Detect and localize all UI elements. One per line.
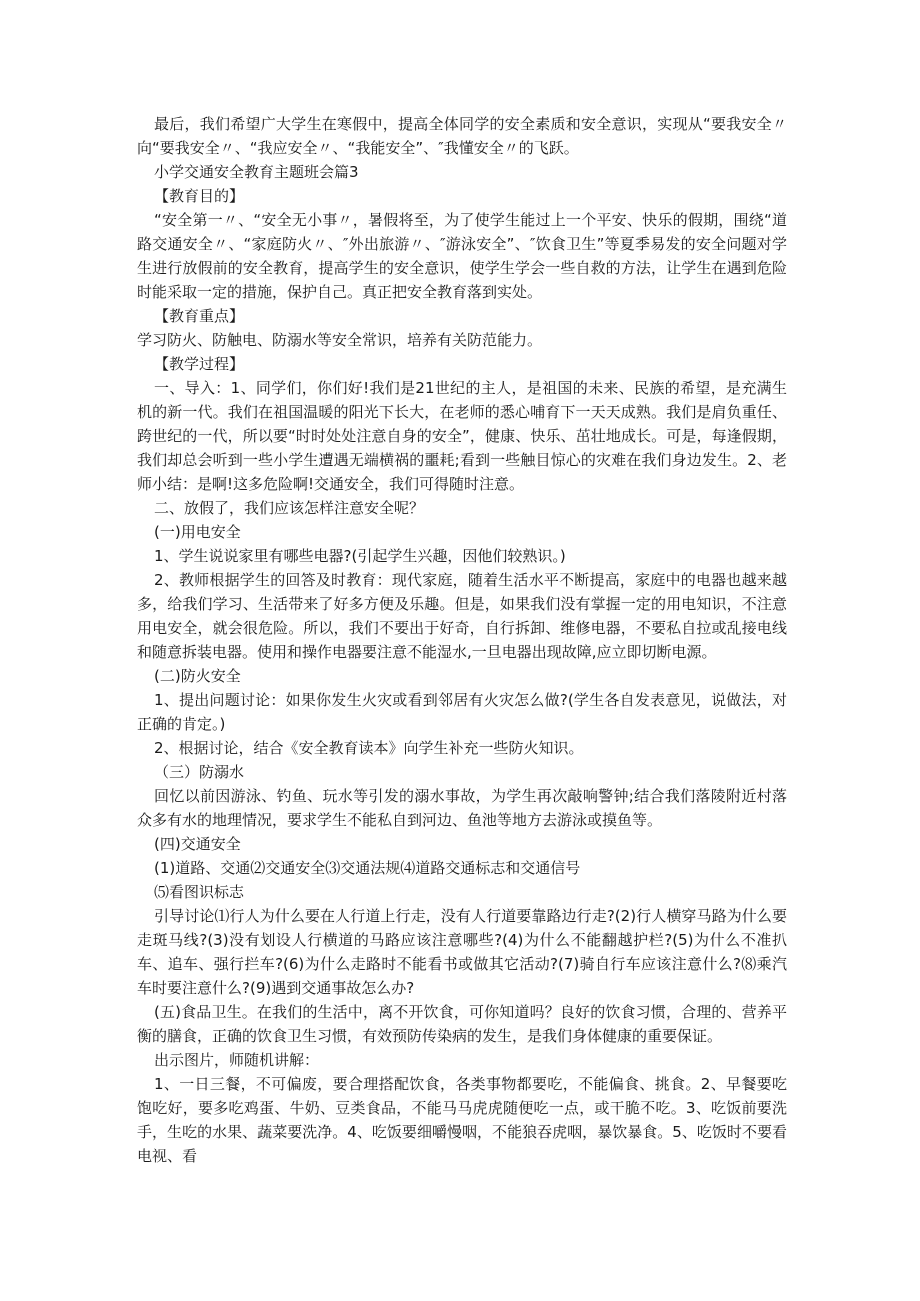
paragraph-fire-1: 1、提出问题讨论：如果你发生火灾或看到邻居有火灾怎么做?(学生各自发表意见，说做法，对正确的肯定。) bbox=[137, 691, 787, 733]
subheading-drowning-prevention: （三）防溺水 bbox=[154, 763, 245, 781]
paragraph-meal-guidelines: 1、一日三餐，不可偏废，要合理搭配饮食，各类事物都要吃，不能偏食、挑食。2、早餐要吃饱吃好，要多吃鸡蛋、牛奶、豆类食品，不能马马虎虎随便吃一点，或干脆不吃。3、吃饭前要洗手，生吃的水果、蔬菜要洗净。4、吃饭要细嚼慢咽，不能狼吞虎咽，暴饮暴食。5、吃饭时不要看电视、看 bbox=[137, 1075, 787, 1165]
subheading-electric-safety: (一)用电安全 bbox=[154, 523, 241, 541]
paragraph-electric-2: 2、教师根据学生的回答及时教育：现代家庭，随着生活水平不断提高，家庭中的电器也越来越多，给我们学习、生活带来了好多方便及乐趣。但是，如果我们没有掌握一定的用电知识，不注意用电安全，就会很危险。所以，我们不要出于好奇，自行拆卸、维修电器，不要私自拉或乱接电线和随意拆装电器。使用和操作电器要注意不能湿水,一旦电器出现故障,应立即切断电源。 bbox=[137, 571, 787, 661]
paragraph-drowning: 回忆以前因游泳、钓鱼、玩水等引发的溺水事故，为学生再次敲响警钟;结合我们落陵附近村落众多有水的地理情况，要求学生不能私自到河边、鱼池等地方去游泳或摸鱼等。 bbox=[137, 787, 787, 829]
paragraph-education-purpose: “安全第一〃、“安全无小事〃，暑假将至，为了使学生能过上一个平安、快乐的假期，围绕“道路交通安全〃、“家庭防火〃、″外出旅游〃、″游泳安全”、″饮食卫生”等夏季易发的安全问题对学生进行放假前的安全教育，提高学生的安全意识，使学生学会一些自救的方法，让学生在遇到危险时能采取一定的措施，保护自己。真正把安全教育落到实处。 bbox=[137, 211, 787, 301]
paragraph-introduction: 一、导入：1、同学们，你们好!我们是21世纪的主人，是祖国的未来、民族的希望，是充满生机的新一代。我们在祖国温暖的阳光下长大，在老师的悉心哺育下一天天成熟。我们是肩负重任、跨世纪的一代，所以要“时时处处注意自身的安全”，健康、快乐、茁壮地成长。可是，每逢假期，我们却总会听到一些小学生遭遇无端横祸的噩耗;看到一些触目惊心的灾难在我们身边发生。2、老师小结：是啊!这多危险啊!交通安全，我们可得随时注意。 bbox=[137, 379, 787, 493]
document-body bbox=[137, 112, 787, 1168]
heading-education-purpose: 【教育目的】 bbox=[154, 187, 245, 205]
heading-teaching-process: 【教学过程】 bbox=[154, 355, 245, 373]
paragraph-electric-1: 1、学生说说家里有哪些电器?(引起学生兴趣，因他们较熟识。) bbox=[154, 547, 566, 565]
subheading-traffic-safety: (四)交通安全 bbox=[154, 835, 241, 853]
section-title: 小学交通安全教育主题班会篇3 bbox=[154, 163, 359, 181]
paragraph-closing-summary: 最后，我们希望广大学生在寒假中，提高全体同学的安全素质和安全意识，实现从“要我安全〃向“要我安全〃、“我应安全〃、“我能安全”、″我懂安全〃的飞跃。 bbox=[137, 115, 787, 157]
heading-education-focus: 【教育重点】 bbox=[154, 307, 245, 325]
paragraph-fire-2: 2、根据讨论，结合《安全教育读本》向学生补充一些防火知识。 bbox=[154, 739, 584, 757]
paragraph-traffic-signs: ⑸看图识标志 bbox=[154, 883, 245, 901]
subheading-fire-safety: (二)防火安全 bbox=[154, 667, 241, 685]
paragraph-show-pictures: 出示图片，师随机讲解： bbox=[154, 1051, 320, 1069]
paragraph-traffic-discussion: 引导讨论⑴行人为什么要在人行道上行走，没有人行道要靠路边行走?(2)行人横穿马路为什么要走斑马线?(3)没有划设人行横道的马路应该注意哪些?(4)为什么不能翻越护栏?(5)为什么不准扒车、追车、强行拦车?(6)为什么走路时不能看书或做其它活动?(7)骑自行车应该注意什么?⑻乘汽车时要注意什么?(9)遇到交通事故怎么办? bbox=[137, 907, 787, 997]
paragraph-holiday-safety-question: 二、放假了，我们应该怎样注意安全呢？ bbox=[154, 499, 425, 517]
paragraph-food-hygiene: (五)食品卫生。在我们的生活中，离不开饮食，可你知道吗？良好的饮食习惯，合理的、营养平衡的膳食，正确的饮食卫生习惯，有效预防传染病的发生，是我们身体健康的重要保证。 bbox=[137, 1003, 787, 1045]
paragraph-traffic-topics: (1)道路、交通⑵交通安全⑶交通法规⑷道路交通标志和交通信号 bbox=[154, 859, 581, 877]
paragraph-education-focus: 学习防火、防触电、防溺水等安全常识，培养有关防范能力。 bbox=[137, 331, 543, 349]
